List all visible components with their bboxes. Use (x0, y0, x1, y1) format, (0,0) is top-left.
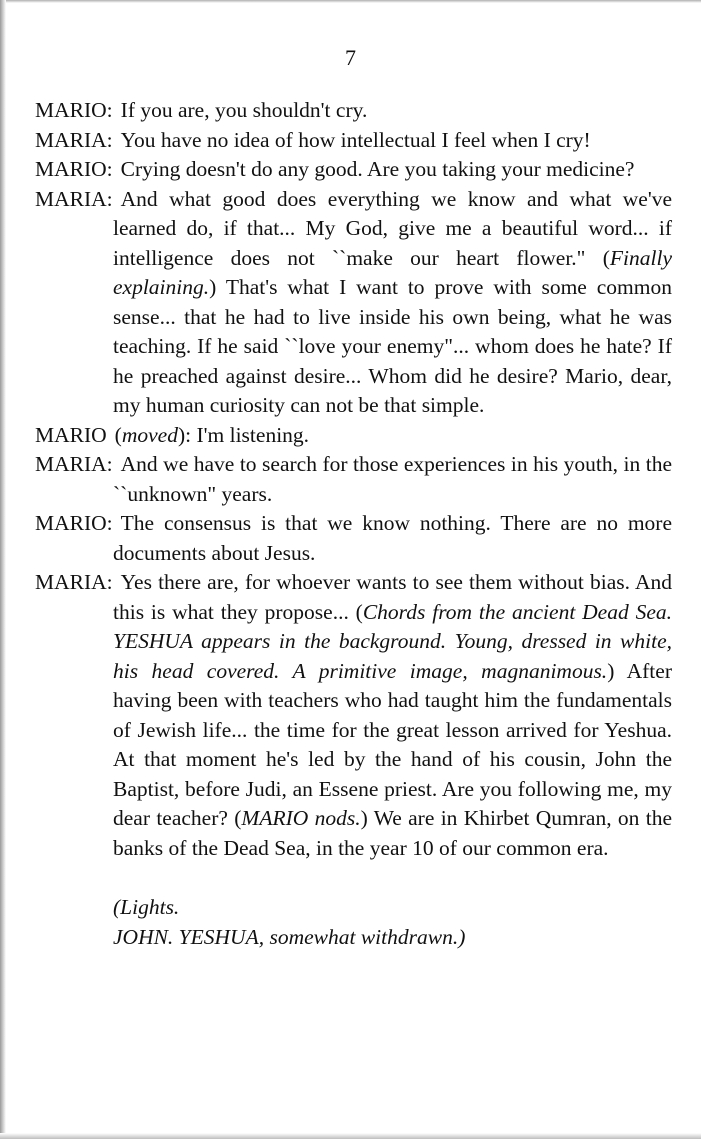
dialogue-text: You have no idea of how intellectual I feel when I cry! (120, 127, 591, 152)
dialogue-text: And what good does everything we know and what we've learned do, if that... My God, give me a beautiful word... if intelligence does not ``make our heart flower." ( (113, 186, 672, 270)
dialogue-text: Yes there are, for whoever wants to see them without bias. And this is what they propose... ( (113, 570, 672, 624)
stage-direction-text: Chords from the ancient Dead Sea. YESHUA appears in the background. Young, dressed in white, his head covered. A primitive image, magnanimous. (113, 599, 672, 683)
dialogue-line (35, 509, 672, 568)
dialogue-text: ) That's what I want to prove with some common sense... that he had to live inside his own being, what he was teaching. If he said ``love your enemy"... whom does he hate? If he preached against desire... Whom did he desire? Mario, dear, my human curiosity can not be that simple. (113, 275, 672, 417)
dialogue-text: The consensus is that we know nothing. There are no more documents about Jesus. (113, 511, 672, 565)
scan-bottom-edge (0, 1133, 701, 1139)
dialogue-text: ) We are in Khirbet Qumran, on the banks of the Dead Sea, in the year 10 of our common era. (113, 806, 672, 860)
dialogue-line (35, 96, 672, 126)
dialogue-line (35, 568, 672, 863)
scan-top-edge (0, 0, 701, 3)
speaker-name: MARIO: (35, 511, 113, 535)
dialogue-line (35, 421, 672, 451)
script-body (35, 96, 672, 952)
page-number: 7 (345, 45, 356, 70)
stage-direction-text: moved (121, 422, 178, 447)
stage-direction (35, 893, 672, 952)
speaker-name: MARIA: (35, 452, 113, 476)
dialogue-line (35, 450, 672, 509)
dialogue-text: ): I'm listening. (177, 422, 310, 447)
speaker-name: MARIA: (35, 186, 113, 211)
dialogue-text: Crying doesn't do any good. Are you taking your medicine? (120, 157, 635, 181)
scan-left-edge (0, 0, 6, 1139)
stage-direction-text: MARIO nods. (241, 806, 361, 830)
speaker-name: MARIO (35, 422, 107, 447)
stage-direction-line: JOHN. YESHUA, somewhat withdrawn.) (113, 924, 466, 949)
dialogue-line (35, 155, 672, 185)
dialogue-list (35, 96, 672, 863)
speaker-name: MARIA: (35, 127, 113, 152)
dialogue-line (35, 185, 672, 421)
dialogue-text: And we have to search for those experiences in his youth, in the ``unknown" years. (113, 452, 672, 506)
speaker-name: MARIA: (35, 570, 113, 594)
stage-direction-line: (Lights. (113, 895, 180, 919)
dialogue-text: If you are, you shouldn't cry. (120, 98, 368, 122)
dialogue-line (35, 126, 672, 156)
speaker-name: MARIO: (35, 157, 113, 181)
dialogue-text: ) After having been with teachers who had taught him the fundamentals of Jewish life... the time for the great lesson arrived for Yeshua. At that moment he's led by the hand of his cousin, John the Baptist, before Judi, an Essene priest. Are you following me, my dear teacher? ( (113, 658, 672, 830)
speaker-name: MARIO: (35, 98, 113, 122)
dialogue-text: ( (114, 422, 122, 447)
stage-direction-text: Finally explaining. (113, 245, 672, 299)
